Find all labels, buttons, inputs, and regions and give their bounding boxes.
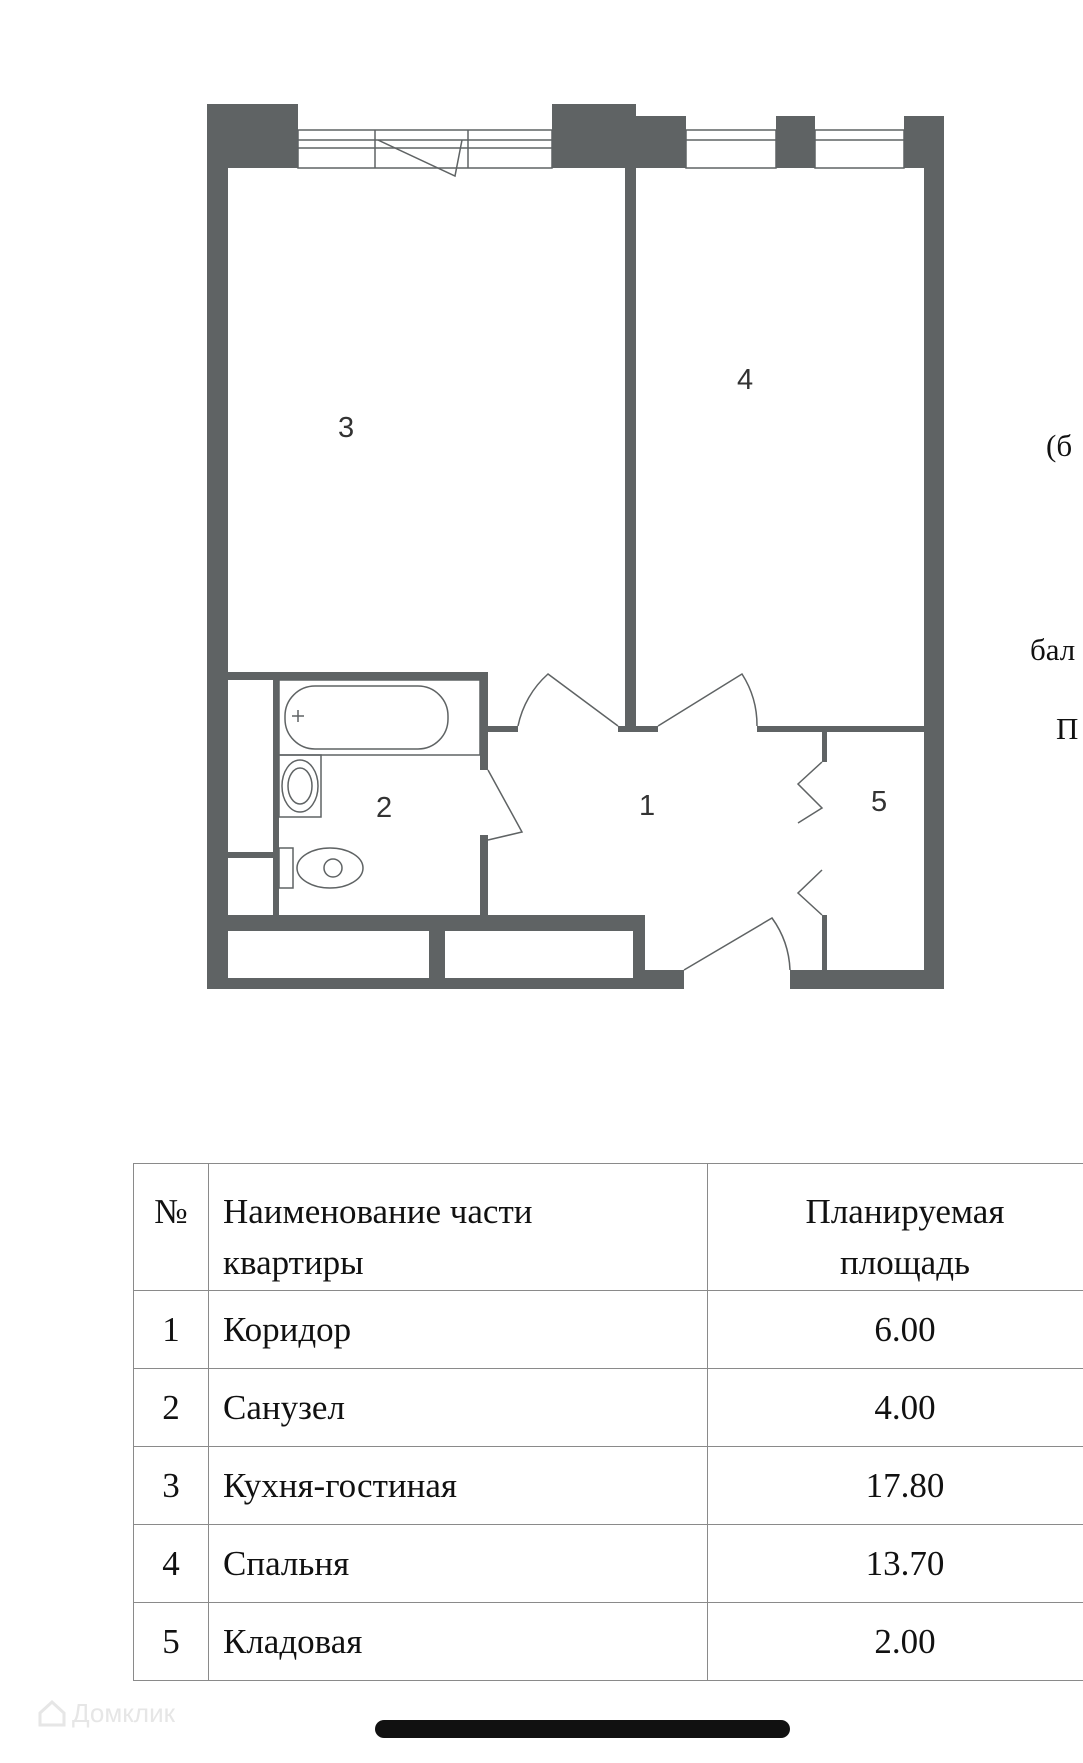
table-row	[134, 1291, 1083, 1369]
room-areas-table	[133, 1163, 1083, 1681]
row-area: 6.00	[708, 1291, 1083, 1369]
fixtures	[279, 680, 480, 888]
room-number-2: 2	[376, 792, 393, 824]
row-number: 1	[134, 1291, 209, 1369]
header-area-line2: площадь	[840, 1243, 970, 1282]
wall	[488, 726, 518, 732]
door-storage-lower	[798, 870, 822, 915]
side-label: бал	[1030, 632, 1076, 667]
row-number: 4	[134, 1525, 209, 1603]
row-number: 5	[134, 1603, 209, 1681]
row-name: Кладовая	[209, 1603, 708, 1681]
room-number-4: 4	[737, 364, 754, 396]
row-area: 4.00	[708, 1369, 1083, 1447]
wall	[207, 104, 228, 989]
wall	[429, 931, 445, 989]
wall	[776, 116, 815, 168]
wall	[228, 915, 645, 931]
toilet-seat	[324, 859, 342, 877]
row-name: Санузел	[209, 1369, 708, 1447]
wall	[790, 970, 944, 989]
sink-bowl	[288, 768, 312, 804]
wall	[633, 915, 645, 989]
header-name-line1: Наименование части	[223, 1192, 533, 1231]
wall	[480, 835, 488, 915]
wall	[645, 970, 684, 989]
wall	[480, 672, 488, 770]
side-label: (б	[1046, 428, 1073, 463]
domclick-logo-icon	[36, 1697, 68, 1729]
row-number: 2	[134, 1369, 209, 1447]
room-number-5: 5	[871, 786, 888, 818]
row-area: 17.80	[708, 1447, 1083, 1525]
wall	[625, 166, 636, 726]
table-header-row	[134, 1164, 1083, 1291]
watermark-text: Домклик	[72, 1697, 175, 1728]
row-name: Спальня	[209, 1525, 708, 1603]
sink-counter	[279, 755, 321, 817]
row-name: Коридор	[209, 1291, 708, 1369]
wall	[228, 852, 273, 858]
table-row	[134, 1447, 1083, 1525]
room-number-1: 1	[639, 790, 656, 822]
door-bathroom	[488, 770, 522, 840]
bathtub	[279, 680, 480, 755]
wall	[273, 672, 279, 915]
wall	[924, 116, 944, 989]
row-area: 13.70	[708, 1525, 1083, 1603]
window-door-swing	[378, 140, 462, 176]
door-storage-upper	[798, 762, 822, 823]
wall	[757, 726, 924, 732]
table-row	[134, 1525, 1083, 1603]
table-row	[134, 1603, 1083, 1681]
room-number-3: 3	[338, 412, 355, 444]
header-name	[209, 1164, 708, 1291]
window	[686, 130, 776, 168]
wall	[618, 726, 658, 732]
header-number-text: №	[154, 1192, 188, 1231]
wall	[207, 978, 684, 989]
wall	[576, 116, 686, 168]
toilet-bowl	[297, 848, 363, 888]
door-entry	[684, 918, 790, 970]
header-area	[708, 1164, 1083, 1291]
wall	[228, 672, 488, 680]
bathtub-inner	[285, 686, 448, 749]
header-number	[134, 1164, 209, 1291]
home-indicator[interactable]	[375, 1720, 790, 1738]
header-area-line1: Планируемая	[805, 1192, 1005, 1231]
row-area: 2.00	[708, 1603, 1083, 1681]
table-row	[134, 1369, 1083, 1447]
row-number: 3	[134, 1447, 209, 1525]
window	[815, 130, 904, 168]
toilet-tank	[279, 848, 293, 888]
wall	[822, 915, 827, 973]
wall	[822, 732, 827, 762]
side-label: П	[1056, 711, 1079, 746]
header-name-line2: квартиры	[223, 1243, 364, 1282]
watermark	[36, 1697, 175, 1729]
row-name: Кухня-гостиная	[209, 1447, 708, 1525]
door-room4	[658, 674, 757, 726]
door-room3	[518, 674, 618, 726]
walls	[207, 104, 944, 989]
